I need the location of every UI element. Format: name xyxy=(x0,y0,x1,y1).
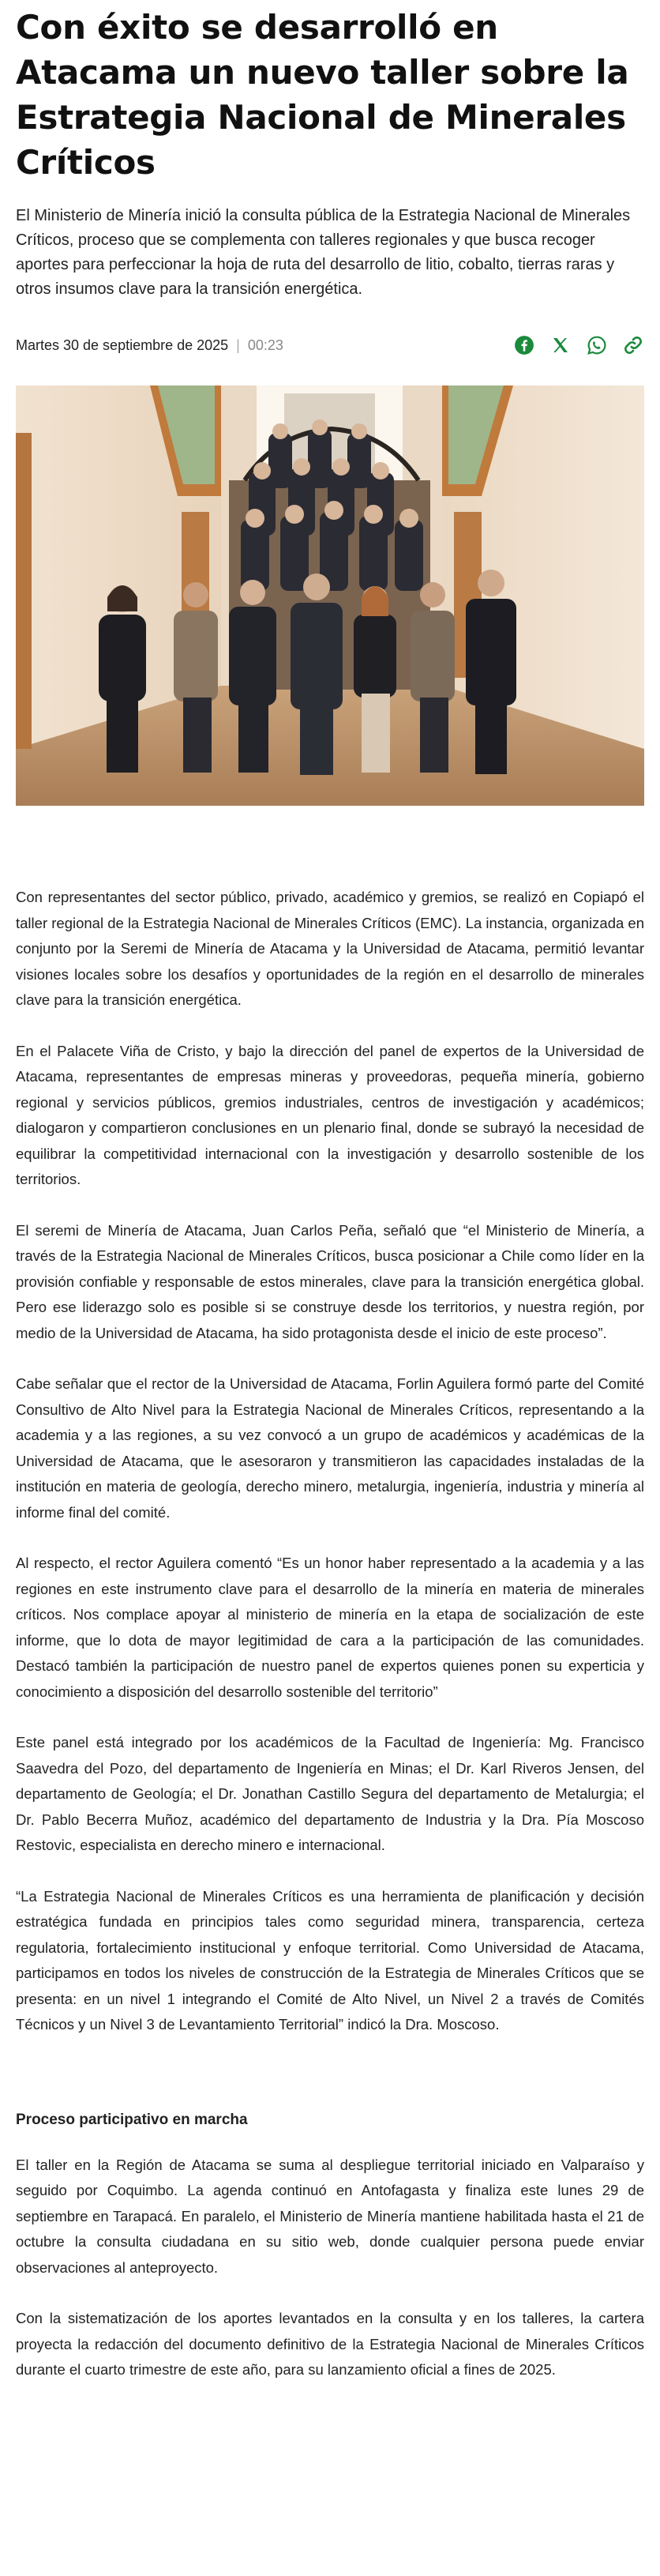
paragraph: Cabe señalar que el rector de la Universidad de Atacama, Forlin Aguilera formó parte del Comité Consultivo de Alto Nivel para la Estrategia Nacional de Minerales Críticos, representando a la academia y a las regiones, a su vez convocó a un grupo de académicos y académicas de la Universidad de Atacama, que le asesoraron y transmitieron las capacidades instaladas de la institución en materia de geología, derecho minero, metalurgia, ingeniería, industria y minería al informe final del comité. xyxy=(16,1375,644,1521)
paragraph: El seremi de Minería de Atacama, Juan Carlos Peña, señaló que “el Ministerio de Minería, a través de la Estrategia Nacional de Minerales Críticos, busca posicionar a Chile como líder en la provisión confiable y responsable de estos minerales, clave para la transición energética global. Pero ese liderazgo solo es posible si se construye desde los territorios, y nuestra región, por medio de la Universidad de Atacama, ha sido protagonista desde el inicio de este proceso”. xyxy=(16,1221,644,1341)
paragraph: Con representantes del sector público, privado, académico y gremios, se realizó en Copiapó el taller regional de la Estrategia Nacional de Minerales Críticos (EMC). La instancia, organizada en conjunto por la Seremi de Minería de Atacama y la Universidad de Atacama, permitió levantar visiones locales sobre los desafíos y oportunidades de la región en el desarrollo de minerales clave para la transición energética. xyxy=(16,889,644,1008)
paragraph: “La Estrategia Nacional de Minerales Críticos es una herramienta de planificación y decisión estratégica fundada en principios tales como seguridad minera, transparencia, certeza regulatoria, fortalecimiento institucional y enfoque territorial. Como Universidad de Atacama, participamos en todos los niveles de construcción de la Estrategia de Minerales Críticos que se presenta: en un nivel 1 integrando el Comité de Alto Nivel, un Nivel 2 a través de Comités Técnicos y un Nivel 3 de Levantamiento Territorial” indicó la Dra. Moscoso. xyxy=(16,1887,644,2033)
paragraph: Con la sistematización de los aportes levantados en la consulta y en los talleres, la cartera proyecta la redacción del documento definitivo de la Estrategia Nacional de Minerales Críticos durante el cuarto trimestre de este año, para su lanzamiento oficial a fines de 2025. xyxy=(16,2310,644,2378)
article-body xyxy=(16,885,644,2383)
facebook-icon[interactable] xyxy=(513,334,535,356)
paragraph: Al respecto, el rector Aguilera comentó “Es un honor haber representado a la academia y a las regiones en este instrumento clave para el desarrollo de la minería en materia de minerales críticos. Nos complace apoyar al ministerio de minería en la etapa de socialización de este informe, que lo dota de mayor legitimidad de cara a la participación de las comunidades. Destacó también la participación de nuestro panel de expertos quienes ponen su experticia y conocimiento a disposición del desarrollo sostenible del territorio” xyxy=(16,1555,644,1700)
paragraph: El taller en la Región de Atacama se suma al despliegue territorial iniciado en Valparaíso y seguido por Coquimbo. La agenda continuó en Antofagasta y finaliza este lunes 29 de septiembre en Tarapacá. En paralelo, el Ministerio de Minería mantiene habilitada hasta el 21 de octubre la consulta ciudadana en su sitio web, donde cualquier persona puede enviar observaciones al anteproyecto. xyxy=(16,2156,644,2276)
publish-date: Martes 30 de septiembre de 2025 xyxy=(16,337,229,353)
meta-separator: | xyxy=(236,337,240,353)
article-photo xyxy=(16,385,644,806)
link-icon[interactable] xyxy=(622,334,644,356)
article-meta xyxy=(16,333,644,357)
x-icon[interactable] xyxy=(549,334,572,356)
section-heading: Proceso participativo en marcha xyxy=(16,2111,248,2128)
article-lead: El Ministerio de Minería inició la consulta pública de la Estrategia Nacional de Minerales Críticos, proceso que se complementa con talleres regionales y que busca recoger aportes para perfeccionar la hoja de ruta del desarrollo de litio, cobalto, tierras raras y otros insumos clave para la transición energética. xyxy=(16,207,631,298)
meta-info xyxy=(16,337,283,354)
group-photo-illustration xyxy=(16,385,644,806)
share-bar xyxy=(513,334,644,356)
paragraph: En el Palacete Viña de Cristo, y bajo la dirección del panel de expertos de la Universidad de Atacama, representantes de empresas mineras y proveedoras, pequeña minería, gobierno regional y servicios públicos, gremios industriales, centros de investigación y académicos; dialogaron y compartieron conclusiones en un plenario final, donde se subrayó la necesidad de equilibrar la competitividad internacional con la investigación y desarrollo sostenible de los territorios. xyxy=(16,1042,644,1187)
whatsapp-icon[interactable] xyxy=(586,334,608,356)
paragraph: Este panel está integrado por los académicos de la Facultad de Ingeniería: Mg. Francisco Saavedra del Pozo, del departamento de Ingeniería en Minas; el Dr. Karl Riveros Jensen, del departamento de Geología; el Dr. Jonathan Castillo Segura del departamento de Metalurgia; el Dr. Pablo Becerra Muñoz, académico del departamento de Industria y la Dra. Pía Moscoso Restovic, especialista en derecho minero e internacional. xyxy=(16,1734,644,1853)
article xyxy=(0,5,660,2383)
page-title: Con éxito se desarrolló en Atacama un nuevo taller sobre la Estrategia Nacional de Minerales Críticos xyxy=(16,8,629,182)
read-time: 00:23 xyxy=(247,337,283,353)
